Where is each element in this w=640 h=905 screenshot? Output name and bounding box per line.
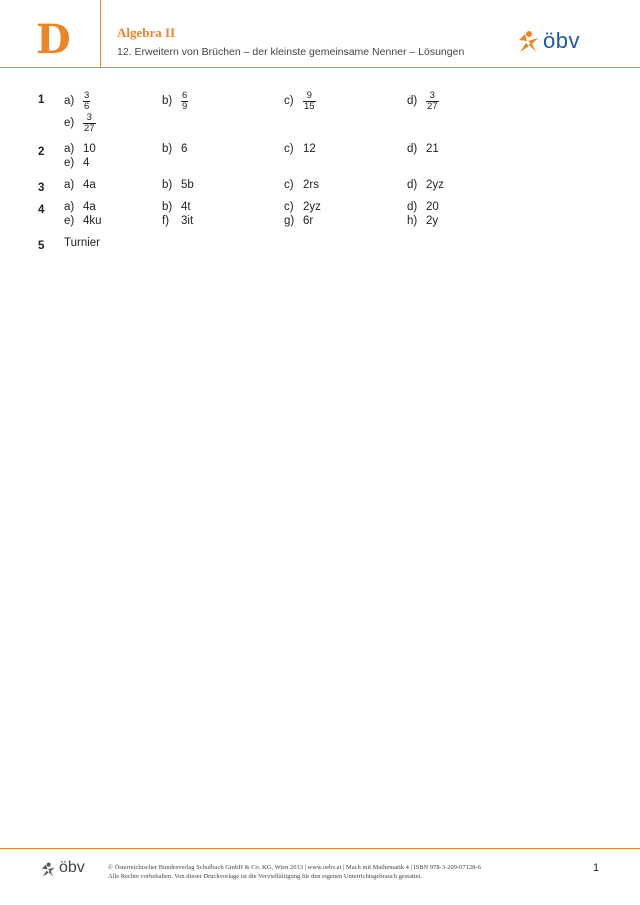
- answer-label: c): [284, 94, 294, 107]
- answer-label: c): [284, 143, 294, 155]
- exercise-number: 4: [38, 204, 45, 216]
- fraction: [83, 113, 96, 134]
- answer-label: b): [162, 201, 173, 213]
- fraction-denominator: 6: [84, 101, 90, 112]
- exercise: [0, 90, 640, 134]
- answer-value: 4: [83, 157, 90, 169]
- answer-item: [64, 214, 102, 228]
- fraction-numerator: 6: [182, 90, 188, 101]
- answer-item: [162, 200, 191, 214]
- footer-copyright: [108, 863, 481, 881]
- answer-value: 2yz: [426, 179, 444, 191]
- answer-item: [64, 112, 96, 134]
- answer-label: e): [64, 116, 75, 129]
- logo-text: öbv: [543, 28, 580, 53]
- footer-rule: [0, 848, 640, 849]
- solutions-list: [0, 90, 640, 258]
- answer-item: [162, 90, 188, 112]
- answer-item: [407, 142, 439, 156]
- answer-label: c): [284, 179, 294, 191]
- answer-label: b): [162, 143, 173, 155]
- answer-value: 2yz: [303, 201, 321, 213]
- answer-item: [407, 214, 438, 228]
- answer-label: g): [284, 215, 295, 227]
- fraction: [83, 91, 90, 112]
- answer-item: [162, 214, 193, 228]
- answer-item: [64, 200, 96, 214]
- fraction-numerator: 9: [306, 90, 312, 101]
- answer-item: [407, 90, 439, 112]
- exercise-number: 2: [38, 146, 45, 158]
- answer-item: [64, 236, 100, 250]
- chapter-title: Algebra II: [117, 25, 176, 40]
- answer-value: 4ku: [83, 215, 102, 227]
- answer-value: 5b: [181, 179, 194, 191]
- answer-item: [284, 178, 319, 192]
- answer-label: d): [407, 94, 418, 107]
- answer-label: h): [407, 215, 418, 227]
- oebv-logo-icon: [516, 30, 540, 54]
- answer-label: b): [162, 94, 173, 107]
- answer-value: 3it: [181, 215, 194, 227]
- answer-label: d): [407, 143, 418, 155]
- answer-value: 12: [303, 143, 316, 155]
- answer-label: b): [162, 179, 173, 191]
- answer-row: [0, 178, 640, 192]
- answer-label: e): [64, 157, 75, 169]
- answer-item: [407, 178, 444, 192]
- answer-value: 2rs: [303, 179, 319, 191]
- answer-value: 21: [426, 143, 439, 155]
- answer-value: 2y: [426, 215, 439, 227]
- fraction-numerator: 3: [84, 90, 90, 101]
- exercise: [0, 200, 640, 228]
- fraction-numerator: 3: [429, 90, 435, 101]
- fraction: [181, 91, 188, 112]
- answer-row: [0, 200, 640, 214]
- answer-item: [64, 90, 90, 112]
- answer-label: a): [64, 201, 75, 213]
- fraction-denominator: 27: [84, 123, 95, 134]
- answer-value: 6: [181, 143, 188, 155]
- answer-item: [64, 156, 89, 170]
- page-header: [0, 0, 640, 67]
- answer-item: [284, 214, 313, 228]
- answer-item: [284, 200, 321, 214]
- answer-item: [284, 142, 316, 156]
- answer-row: [0, 236, 640, 250]
- answer-row: [0, 214, 640, 228]
- answer-label: d): [407, 179, 418, 191]
- answer-item: [64, 178, 96, 192]
- answer-row: [0, 90, 640, 112]
- answer-label: a): [64, 179, 75, 191]
- answer-item: [162, 142, 187, 156]
- header-divider: [100, 0, 101, 67]
- chapter-subtitle: 12. Erweitern von Brüchen – der kleinste gemeinsame Nenner – Lösungen: [117, 46, 465, 58]
- answer-value: Turnier: [64, 237, 100, 249]
- answer-label: e): [64, 215, 75, 227]
- answer-value: 4t: [181, 201, 191, 213]
- answer-value: 20: [426, 201, 439, 213]
- answer-row: [0, 156, 640, 170]
- fraction: [426, 91, 439, 112]
- fraction-denominator: 9: [182, 101, 188, 112]
- answer-value: 4a: [83, 179, 96, 191]
- footer-line-1: © Österreichischer Bundesverlag Schulbuch GmbH & Co. KG, Wien 2013 | www.oebv.at | Mach mit Mathematik 4 | ISBN 978-3-209-07128-6: [108, 864, 481, 871]
- exercise: [0, 142, 640, 170]
- fraction-denominator: 27: [427, 101, 438, 112]
- answer-label: a): [64, 143, 75, 155]
- exercise: [0, 178, 640, 192]
- fraction-denominator: 15: [304, 101, 315, 112]
- exercise-number: 5: [38, 240, 45, 252]
- exercise: [0, 236, 640, 250]
- answer-label: a): [64, 94, 75, 107]
- answer-row: [0, 142, 640, 156]
- page-number: 1: [593, 862, 600, 874]
- answer-item: [162, 178, 194, 192]
- header-rule: [0, 67, 640, 68]
- answer-label: f): [162, 215, 170, 227]
- exercise-number: 1: [38, 94, 45, 106]
- answer-item: [407, 200, 439, 214]
- answer-label: d): [407, 201, 418, 213]
- answer-value: 4a: [83, 201, 96, 213]
- footer-line-2: Alle Rechte vorbehalten. Von dieser Druckvorlage ist die Vervielfältigung für den eigenen Unterrichtsgebrauch gestattet.: [108, 873, 422, 880]
- answer-item: [284, 90, 316, 112]
- fraction: [303, 91, 316, 112]
- answer-value: 10: [83, 143, 96, 155]
- answer-row: [0, 112, 640, 134]
- answer-value: 6r: [303, 215, 314, 227]
- footer-logo-text: öbv: [59, 859, 85, 876]
- fraction-numerator: 3: [86, 112, 92, 123]
- section-letter: D: [36, 16, 71, 63]
- exercise-number: 3: [38, 182, 45, 194]
- answer-item: [64, 142, 96, 156]
- footer-logo-icon: [40, 862, 56, 878]
- answer-label: c): [284, 201, 294, 213]
